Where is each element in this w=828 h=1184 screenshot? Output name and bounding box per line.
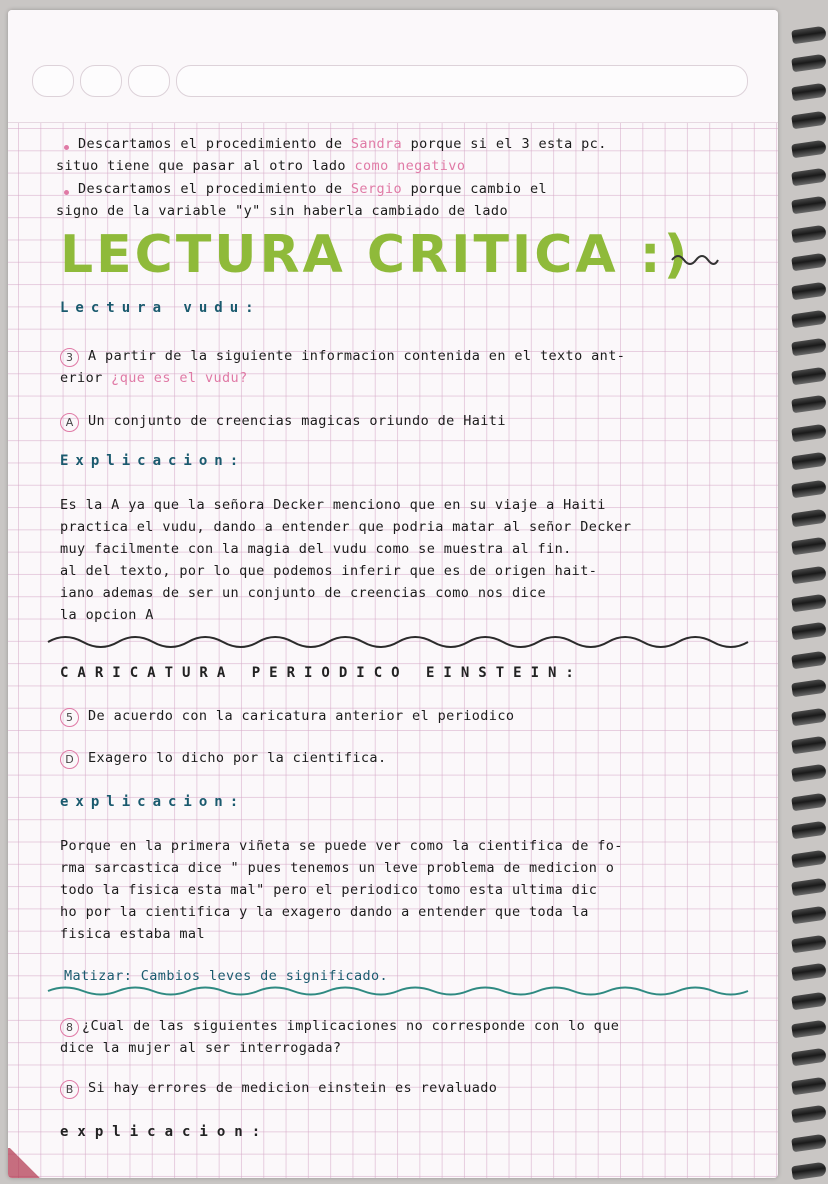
spiral-ring xyxy=(791,1048,827,1067)
spiral-ring xyxy=(791,821,827,840)
spiral-ring xyxy=(791,1133,827,1152)
header-date-field xyxy=(176,65,748,97)
spiral-ring xyxy=(791,253,827,272)
answer-text: Exagero lo dicho por la cientifica. xyxy=(88,750,387,766)
explanation-line: Porque en la primera viñeta se puede ver como la cientifica de fo- xyxy=(60,838,623,854)
answer-letter: B xyxy=(60,1080,79,1099)
spiral-ring xyxy=(791,906,827,925)
question-number: 5 xyxy=(60,708,79,727)
spiral-ring xyxy=(791,1076,827,1095)
intro-line: signo de la variable "y" sin haberla cambiado de lado xyxy=(56,203,508,219)
intro-line: Descartamos el procedimiento de Sergio porque cambio el xyxy=(78,181,548,197)
spiral-ring xyxy=(791,54,827,73)
spiral-ring xyxy=(791,565,827,584)
explanation-heading: explicacion: xyxy=(60,794,246,810)
spiral-ring xyxy=(791,395,827,414)
spiral-ring xyxy=(791,310,827,329)
bullet-icon xyxy=(64,190,69,195)
spiral-ring xyxy=(791,878,827,897)
bullet-icon xyxy=(64,145,69,150)
spiral-ring xyxy=(791,1020,827,1039)
spiral-ring xyxy=(791,736,827,755)
question-text: erior ¿que es el vudu? xyxy=(60,370,248,386)
explanation-line: la opcion A xyxy=(60,607,154,623)
question-text: De acuerdo con la caricatura anterior el periodico xyxy=(88,708,515,724)
matizar-definition: Matizar: Cambios leves de significado. xyxy=(64,968,389,984)
spiral-ring xyxy=(791,537,827,556)
explanation-line: muy facilmente con la magia del vudu como se muestra al fin. xyxy=(60,541,572,557)
spiral-ring xyxy=(791,622,827,641)
spiral-ring xyxy=(791,934,827,953)
spiral-ring xyxy=(791,963,827,982)
spiral-binding xyxy=(778,0,828,1184)
spiral-ring xyxy=(791,1105,827,1124)
intro-line: Descartamos el procedimiento de Sandra porque si el 3 esta pc. xyxy=(78,136,607,152)
header-tab xyxy=(128,65,170,97)
page-header xyxy=(8,10,778,123)
spiral-ring xyxy=(791,281,827,300)
explanation-line: todo la fisica esta mal" pero el periodico tomo esta ultima dic xyxy=(60,882,598,898)
notebook-page xyxy=(8,10,778,1178)
question-text: dice la mujer al ser interrogada? xyxy=(60,1040,342,1056)
explanation-line: practica el vudu, dando a entender que podria matar al señor Decker xyxy=(60,519,632,535)
title-squiggle xyxy=(670,250,720,270)
explanation-line: rma sarcastica dice " pues tenemos un leve problema de medicion o xyxy=(60,860,615,876)
explanation-line: al del texto, por lo que podemos inferir que es de origen hait- xyxy=(60,563,598,579)
spiral-ring xyxy=(791,991,827,1010)
answer-text: Un conjunto de creencias magicas oriundo de Haiti xyxy=(88,413,506,429)
spiral-ring xyxy=(791,423,827,442)
spiral-ring xyxy=(791,594,827,613)
divider-wave xyxy=(48,630,748,654)
spiral-ring xyxy=(791,111,827,130)
spiral-ring xyxy=(791,764,827,783)
spiral-ring xyxy=(791,26,827,45)
spiral-ring xyxy=(791,508,827,527)
header-tab xyxy=(32,65,74,97)
explanation-heading: Explicacion: xyxy=(60,453,246,469)
spiral-ring xyxy=(791,1162,827,1181)
page-title: LECTURA CRITICA :) xyxy=(60,225,691,285)
header-tab xyxy=(80,65,122,97)
spiral-ring xyxy=(791,168,827,187)
question-number: 8 xyxy=(60,1018,79,1037)
question-number: 3 xyxy=(60,348,79,367)
answer-letter: A xyxy=(60,413,79,432)
explanation-line: fisica estaba mal xyxy=(60,926,205,942)
spiral-ring xyxy=(791,679,827,698)
spiral-ring xyxy=(791,650,827,669)
section-heading-vudu: Lectura vudu: xyxy=(60,300,261,316)
spiral-ring xyxy=(791,707,827,726)
question-text: ¿Cual de las siguientes implicaciones no corresponde con lo que xyxy=(82,1018,620,1034)
explanation-line: ho por la cientifica y la exagero dando a entender que toda la xyxy=(60,904,589,920)
answer-text: Si hay errores de medicion einstein es revaluado xyxy=(88,1080,498,1096)
intro-line: situo tiene que pasar al otro lado como negativo xyxy=(56,158,466,174)
spiral-ring xyxy=(791,139,827,158)
spiral-ring xyxy=(791,480,827,499)
answer-letter: D xyxy=(60,750,79,769)
divider-wave xyxy=(48,982,748,1000)
explanation-line: Es la A ya que la señora Decker menciono que en su viaje a Haiti xyxy=(60,497,606,513)
spiral-ring xyxy=(791,224,827,243)
spiral-ring xyxy=(791,366,827,385)
spiral-ring xyxy=(791,196,827,215)
question-text: A partir de la siguiente informacion contenida en el texto ant- xyxy=(88,348,626,364)
explanation-line: iano ademas de ser un conjunto de creencias como nos dice xyxy=(60,585,547,601)
section-heading-einstein: CARICATURA PERIODICO EINSTEIN: xyxy=(60,665,583,681)
spiral-ring xyxy=(791,849,827,868)
page-corner xyxy=(8,1148,48,1178)
explanation-heading: explicacion: xyxy=(60,1124,270,1140)
spiral-ring xyxy=(791,452,827,471)
spiral-ring xyxy=(791,338,827,357)
spiral-ring xyxy=(791,792,827,811)
spiral-ring xyxy=(791,82,827,101)
